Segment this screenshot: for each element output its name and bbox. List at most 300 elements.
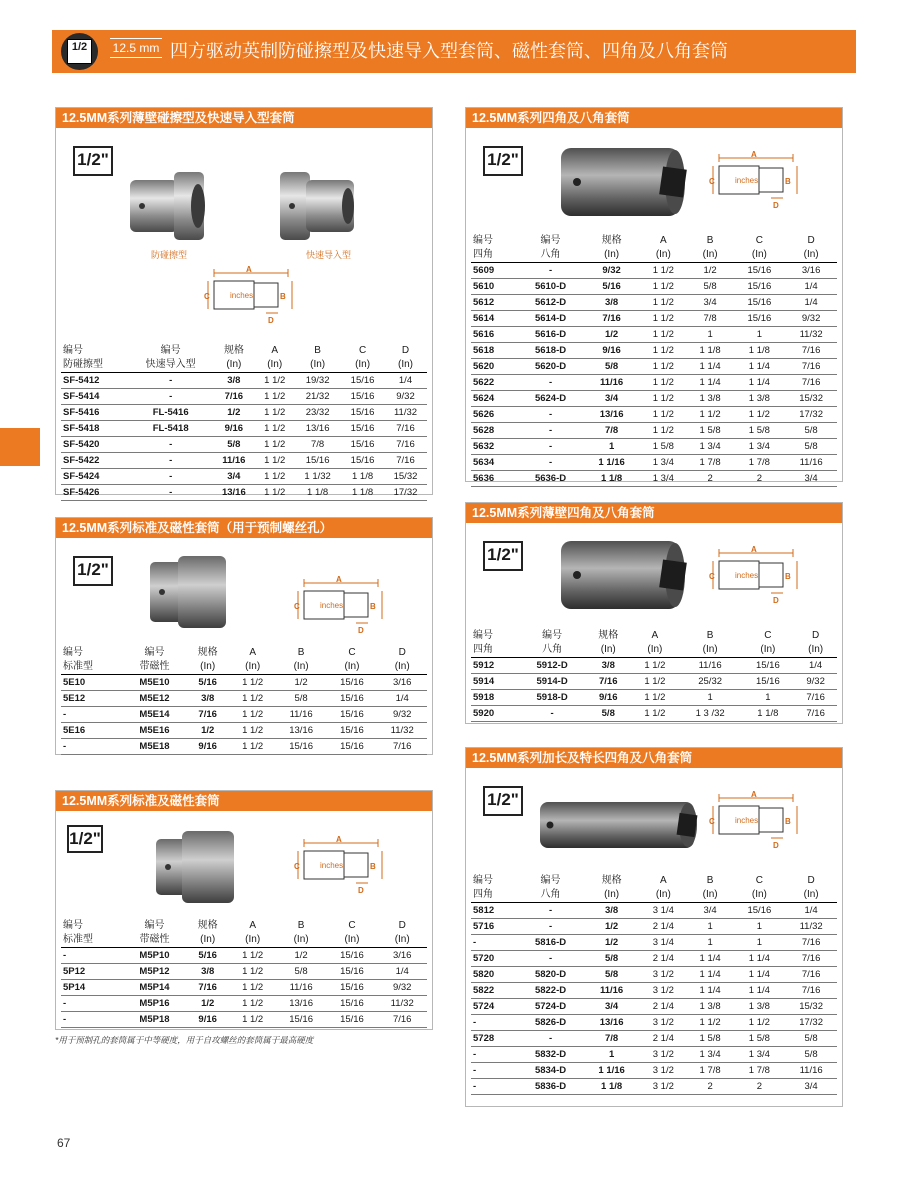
table-cell: 5/8: [785, 423, 837, 439]
column-header: [129, 344, 212, 373]
table-cell: -: [471, 1079, 518, 1095]
table-row: [61, 405, 427, 421]
table-cell: -: [471, 1063, 518, 1079]
column-header-line: 编号: [473, 235, 493, 246]
dimension-diagram: [709, 788, 804, 850]
table-cell: 5/16: [186, 948, 230, 964]
table-cell: 1 7/8: [734, 455, 786, 471]
table-cell: 11/32: [384, 405, 427, 421]
table-row: [61, 421, 427, 437]
column-header-line: A: [659, 875, 667, 886]
column-header-line: 编号: [63, 647, 83, 658]
table-cell: 3 1/2: [640, 1015, 687, 1031]
table-cell: 7/16: [377, 1012, 427, 1028]
socket-image-anti-scratch: [128, 170, 208, 242]
dim-unit: inches: [320, 601, 344, 610]
table-cell: -: [518, 1031, 583, 1047]
dim-c: C: [204, 292, 210, 301]
table-cell: 1 1/2: [640, 407, 687, 423]
table-cell: 3 1/2: [640, 983, 687, 999]
column-header-line: (In): [702, 889, 718, 900]
table-row: [471, 295, 837, 311]
table-cell: 5614-D: [518, 311, 583, 327]
column-header-line: (In): [293, 934, 309, 945]
table-cell: SF-5424: [61, 469, 129, 485]
table-cell: 3/8: [186, 691, 230, 707]
table-cell: SF-5422: [61, 453, 129, 469]
dim-c: C: [709, 177, 715, 186]
column-header-line: (In): [647, 644, 663, 655]
panel-title: 12.5MM系列加长及特长四角及八角套筒: [466, 748, 842, 768]
table-cell: 15/16: [742, 674, 795, 690]
table-cell: 15/16: [327, 980, 378, 996]
table-cell: -: [518, 951, 583, 967]
column-header-line: (In): [655, 889, 671, 900]
column-header-line: 编号: [473, 630, 493, 641]
column-header-line: (In): [702, 644, 718, 655]
socket-image: [559, 537, 687, 613]
table-cell: 5724: [471, 999, 518, 1015]
socket-image: [148, 554, 230, 630]
table-row: [471, 706, 837, 722]
column-header-line: 八角: [540, 249, 561, 260]
column-header-line: B: [706, 630, 714, 641]
table-cell: 5816-D: [518, 935, 583, 951]
table-cell: 5/16: [186, 675, 230, 691]
table-cell: 7/16: [785, 359, 837, 375]
table-cell: 1 1/2: [640, 391, 687, 407]
column-header-line: B: [706, 875, 714, 886]
table-cell: 7/16: [186, 980, 230, 996]
table-cell: 13/16: [583, 407, 640, 423]
column-header-line: (In): [344, 934, 360, 945]
table-cell: 7/16: [785, 951, 837, 967]
table-cell: 3 1/2: [640, 1047, 687, 1063]
table-cell: 5618-D: [518, 343, 583, 359]
dim-a: A: [246, 265, 252, 274]
table-cell: 3/8: [186, 964, 230, 980]
table-row: [471, 1015, 837, 1031]
column-header-line: D: [401, 345, 410, 356]
column-header-line: 带磁性: [139, 661, 170, 672]
table-row: [471, 674, 837, 690]
table-cell: 1 1/4: [687, 951, 734, 967]
dim-b: B: [785, 817, 791, 826]
column-header-line: 编号: [63, 920, 83, 931]
column-header-line: C: [755, 235, 763, 246]
table-cell: 5622: [471, 375, 518, 391]
table-cell: -: [61, 948, 123, 964]
table-cell: 5720: [471, 951, 518, 967]
table-cell: 5E12: [61, 691, 123, 707]
table-cell: 7/16: [377, 739, 427, 755]
table-cell: 5628: [471, 423, 518, 439]
panel-title: 12.5MM系列标准及磁性套筒: [56, 791, 432, 811]
column-header: [471, 874, 518, 903]
panel-title: 12.5MM系列标准及磁性套筒（用于预制螺丝孔）: [56, 518, 432, 538]
table-cell: 2: [687, 471, 734, 487]
table-cell: 5/8: [583, 951, 640, 967]
table-cell: 1 1/2: [734, 1015, 786, 1031]
table-cell: 3/4: [583, 391, 640, 407]
table-cell: 1/4: [377, 691, 427, 707]
table-cell: 1 1/2: [631, 706, 679, 722]
table-row: [61, 389, 427, 405]
table-cell: 5820-D: [518, 967, 583, 983]
table-cell: 13/16: [276, 996, 327, 1012]
table-cell: -: [129, 453, 212, 469]
dim-d: D: [773, 201, 779, 210]
table-cell: 7/16: [794, 690, 837, 706]
table-cell: 5624: [471, 391, 518, 407]
table-cell: 15/16: [734, 311, 786, 327]
column-header: [640, 234, 687, 263]
column-header: [687, 874, 734, 903]
column-header: [327, 646, 378, 675]
table-cell: 5636: [471, 471, 518, 487]
table-cell: 9/32: [785, 311, 837, 327]
dim-b: B: [280, 292, 286, 301]
column-header-line: (In): [293, 661, 309, 672]
table-cell: 9/32: [794, 674, 837, 690]
table-cell: 23/32: [294, 405, 341, 421]
table-row: [61, 707, 427, 723]
table-cell: 7/16: [785, 983, 837, 999]
panel-extended-square-octagon: [465, 747, 843, 1107]
table-cell: 9/32: [377, 707, 427, 723]
drive-size-box: 1/2": [483, 541, 523, 571]
table-cell: 1 1/2: [734, 407, 786, 423]
table-row: [471, 423, 837, 439]
table-cell: 11/32: [377, 996, 427, 1012]
table-cell: -: [518, 423, 583, 439]
table-cell: 11/16: [276, 980, 327, 996]
table-cell: 15/16: [734, 295, 786, 311]
dim-d: D: [268, 316, 274, 325]
column-header-line: B: [297, 920, 305, 931]
table-cell: 5614: [471, 311, 518, 327]
column-header: [518, 874, 583, 903]
table-cell: 5/8: [583, 967, 640, 983]
column-header: [583, 234, 640, 263]
table-cell: 7/16: [785, 967, 837, 983]
table-cell: M5P14: [123, 980, 185, 996]
dim-d: D: [773, 841, 779, 850]
table-cell: 9/16: [583, 343, 640, 359]
table-cell: 15/16: [341, 389, 384, 405]
column-header: [341, 344, 384, 373]
drive-size-box: 1/2": [483, 786, 523, 816]
table-cell: -: [61, 707, 123, 723]
column-header-line: C: [348, 920, 356, 931]
column-header-line: (In): [226, 359, 242, 370]
table-row: [61, 996, 427, 1012]
table-cell: 7/16: [585, 674, 631, 690]
column-header-line: D: [807, 235, 815, 246]
table-cell: 1 1/8: [341, 485, 384, 501]
table-cell: 1 3/4: [640, 471, 687, 487]
table-row: [61, 453, 427, 469]
table-cell: 15/16: [327, 691, 378, 707]
dim-d: D: [358, 626, 364, 635]
column-header-line: (In): [803, 249, 819, 260]
table-cell: 15/16: [341, 437, 384, 453]
table-cell: -: [61, 1012, 123, 1028]
table-cell: 1 1/4: [734, 375, 786, 391]
column-header-line: B: [297, 647, 305, 658]
table-cell: 9/16: [212, 421, 255, 437]
table-cell: 5609: [471, 263, 518, 279]
panel-thin-wall-square-octagon: [465, 502, 843, 724]
table-cell: 1 1/2: [230, 707, 276, 723]
table-cell: 1: [687, 327, 734, 343]
socket-image: [154, 829, 238, 905]
column-header-line: (In): [751, 889, 767, 900]
table-cell: -: [518, 439, 583, 455]
table-cell: 11/16: [583, 375, 640, 391]
column-header-line: 规格: [223, 345, 244, 356]
table-cell: 15/16: [327, 996, 378, 1012]
column-header-line: (In): [702, 249, 718, 260]
table-cell: 7/16: [785, 935, 837, 951]
dim-unit: inches: [735, 571, 759, 580]
table-cell: 7/16: [384, 453, 427, 469]
column-header-line: (In): [808, 644, 824, 655]
table-cell: 7/8: [687, 311, 734, 327]
table-cell: -: [518, 263, 583, 279]
table-cell: 9/16: [585, 690, 631, 706]
table-cell: 5918-D: [519, 690, 586, 706]
table-cell: M5E18: [123, 739, 185, 755]
dim-b: B: [370, 862, 376, 871]
table-row: [61, 373, 427, 389]
dim-c: C: [294, 602, 300, 611]
table-cell: 1/2: [276, 948, 327, 964]
table-cell: 1 1/2: [255, 485, 294, 501]
badge-text: 1/2: [67, 39, 92, 64]
table-cell: 3/8: [583, 295, 640, 311]
drive-size-box: 1/2": [73, 556, 113, 586]
table-cell: 5632: [471, 439, 518, 455]
dim-c: C: [709, 817, 715, 826]
table-row: [61, 739, 427, 755]
table-cell: 1 1/8: [742, 706, 795, 722]
table-cell: 15/16: [341, 421, 384, 437]
table-cell: 5/8: [785, 1047, 837, 1063]
column-header: [384, 344, 427, 373]
dim-c: C: [294, 862, 300, 871]
table-cell: 5/8: [276, 691, 327, 707]
column-header-line: 四角: [473, 644, 493, 655]
column-header-line: 规格: [197, 647, 218, 658]
table-cell: 1 1/4: [734, 951, 786, 967]
table-cell: 15/32: [785, 999, 837, 1015]
column-header-line: C: [755, 875, 763, 886]
table-row: [61, 723, 427, 739]
table-cell: 1 7/8: [687, 1063, 734, 1079]
table-cell: 1 1/2: [255, 389, 294, 405]
table-cell: 5912-D: [519, 658, 586, 674]
dimension-diagram: [294, 833, 389, 895]
table-cell: 7/16: [384, 421, 427, 437]
table-cell: M5E16: [123, 723, 185, 739]
table-cell: 1 3/4: [687, 439, 734, 455]
table-cell: SF-5414: [61, 389, 129, 405]
table-cell: 15/16: [327, 739, 378, 755]
drive-size-box: 1/2": [67, 825, 103, 853]
table-row: [471, 1063, 837, 1079]
table-cell: 5/16: [583, 279, 640, 295]
table-cell: 1 1/2: [230, 723, 276, 739]
table-cell: -: [518, 375, 583, 391]
table-cell: 5610-D: [518, 279, 583, 295]
column-header: [294, 344, 341, 373]
table-cell: 1 3/8: [734, 999, 786, 1015]
table-row: [471, 455, 837, 471]
table-cell: 7/16: [794, 706, 837, 722]
table-cell: 1 1/4: [687, 983, 734, 999]
table-cell: SF-5426: [61, 485, 129, 501]
table-cell: 15/16: [327, 723, 378, 739]
table-cell: 7/16: [384, 437, 427, 453]
table-cell: 15/16: [341, 373, 384, 389]
table-cell: 1 5/8: [734, 1031, 786, 1047]
half-inch-badge-icon: [61, 33, 98, 70]
column-header-line: A: [249, 647, 256, 658]
column-header: [794, 629, 837, 658]
column-header-line: 规格: [197, 920, 218, 931]
footnote: *用于预制孔的套筒属于中等硬度，用于自攻螺丝的套筒属于最高硬度: [55, 1035, 314, 1045]
label-quick-guide: 快速导入型: [306, 250, 352, 260]
table-cell: 15/16: [734, 279, 786, 295]
table-cell: 3/16: [785, 263, 837, 279]
table-row: [471, 359, 837, 375]
table-cell: M5P16: [123, 996, 185, 1012]
table-row: [471, 1031, 837, 1047]
table-row: [61, 469, 427, 485]
column-header: [230, 919, 276, 948]
table-cell: -: [518, 407, 583, 423]
table-cell: 1: [583, 1047, 640, 1063]
column-header-line: A: [659, 235, 667, 246]
table-cell: 1 1/2: [640, 295, 687, 311]
table-cell: 1/2: [583, 935, 640, 951]
table-cell: 7/16: [785, 343, 837, 359]
table-cell: 1 1/2: [687, 1015, 734, 1031]
table-cell: 1 1/2: [255, 373, 294, 389]
column-header-line: (In): [344, 661, 360, 672]
column-header-line: 编号: [473, 875, 493, 886]
table-cell: 11/16: [276, 707, 327, 723]
table-cell: 11/16: [212, 453, 255, 469]
table-cell: 17/32: [785, 1015, 837, 1031]
table-cell: 15/16: [276, 739, 327, 755]
table-row: [471, 1047, 837, 1063]
table-cell: -: [518, 903, 583, 919]
table-cell: 1 1/2: [255, 453, 294, 469]
dim-c: C: [709, 572, 715, 581]
table-cell: 5918: [471, 690, 519, 706]
table-cell: 5820: [471, 967, 518, 983]
table-cell: 3/8: [583, 903, 640, 919]
panel-square-octagon-sockets: [465, 107, 843, 482]
table-cell: 1 1/2: [230, 675, 276, 691]
table-cell: 5612: [471, 295, 518, 311]
table-cell: -: [61, 996, 123, 1012]
table-cell: 5912: [471, 658, 519, 674]
table-cell: 15/16: [327, 707, 378, 723]
column-header: [276, 919, 327, 948]
table-cell: 11/16: [785, 1063, 837, 1079]
column-header: [123, 646, 185, 675]
table-cell: 7/8: [583, 423, 640, 439]
table-cell: 3 1/4: [640, 935, 687, 951]
table-row: [61, 691, 427, 707]
column-header-line: 快速导入型: [145, 359, 196, 370]
table-cell: 1 1/8: [341, 469, 384, 485]
table-cell: 3/16: [377, 948, 427, 964]
table-cell: 1 1/2: [230, 691, 276, 707]
table-cell: 15/16: [341, 405, 384, 421]
table-cell: 3 1/2: [640, 967, 687, 983]
table-cell: 1: [734, 327, 786, 343]
table-cell: 5/8: [212, 437, 255, 453]
table-cell: 13/16: [294, 421, 341, 437]
table-row: [471, 263, 837, 279]
table-cell: 15/16: [734, 903, 786, 919]
column-header-line: D: [807, 875, 815, 886]
table-cell: 15/16: [327, 948, 378, 964]
table-cell: 11/32: [785, 327, 837, 343]
table-cell: 2: [734, 471, 786, 487]
spec-table: [471, 234, 837, 487]
dim-a: A: [751, 545, 757, 554]
table-cell: 1 3 /32: [679, 706, 742, 722]
table-row: [471, 391, 837, 407]
table-row: [471, 407, 837, 423]
table-cell: 5636-D: [518, 471, 583, 487]
table-cell: 5716: [471, 919, 518, 935]
label-anti-scratch: 防碰擦型: [151, 250, 188, 260]
table-cell: 1 1/8: [687, 343, 734, 359]
column-header: [276, 646, 327, 675]
table-cell: -: [61, 739, 123, 755]
column-header-line: 规格: [598, 630, 619, 641]
table-cell: 2 1/4: [640, 919, 687, 935]
table-cell: 1 1/2: [640, 279, 687, 295]
table-cell: 3/4: [687, 903, 734, 919]
table-cell: 21/32: [294, 389, 341, 405]
table-cell: 9/16: [186, 739, 230, 755]
table-cell: 1/2: [687, 263, 734, 279]
panel-standard-magnetic-sockets: [55, 790, 433, 1030]
drive-size-box: 1/2": [73, 146, 113, 176]
table-cell: 1 1/4: [734, 359, 786, 375]
dim-a: A: [336, 835, 342, 844]
table-cell: 19/32: [294, 373, 341, 389]
column-header: [61, 646, 123, 675]
column-header-line: 规格: [601, 875, 622, 886]
table-cell: -: [129, 373, 212, 389]
table-cell: 1: [742, 690, 795, 706]
table-cell: 1/2: [276, 675, 327, 691]
column-header-line: 编号: [540, 235, 561, 246]
column-header-line: D: [398, 920, 406, 931]
table-cell: -: [518, 919, 583, 935]
table-cell: 1 1/16: [583, 1063, 640, 1079]
table-cell: 5/8: [785, 1031, 837, 1047]
dim-d: D: [358, 886, 364, 895]
